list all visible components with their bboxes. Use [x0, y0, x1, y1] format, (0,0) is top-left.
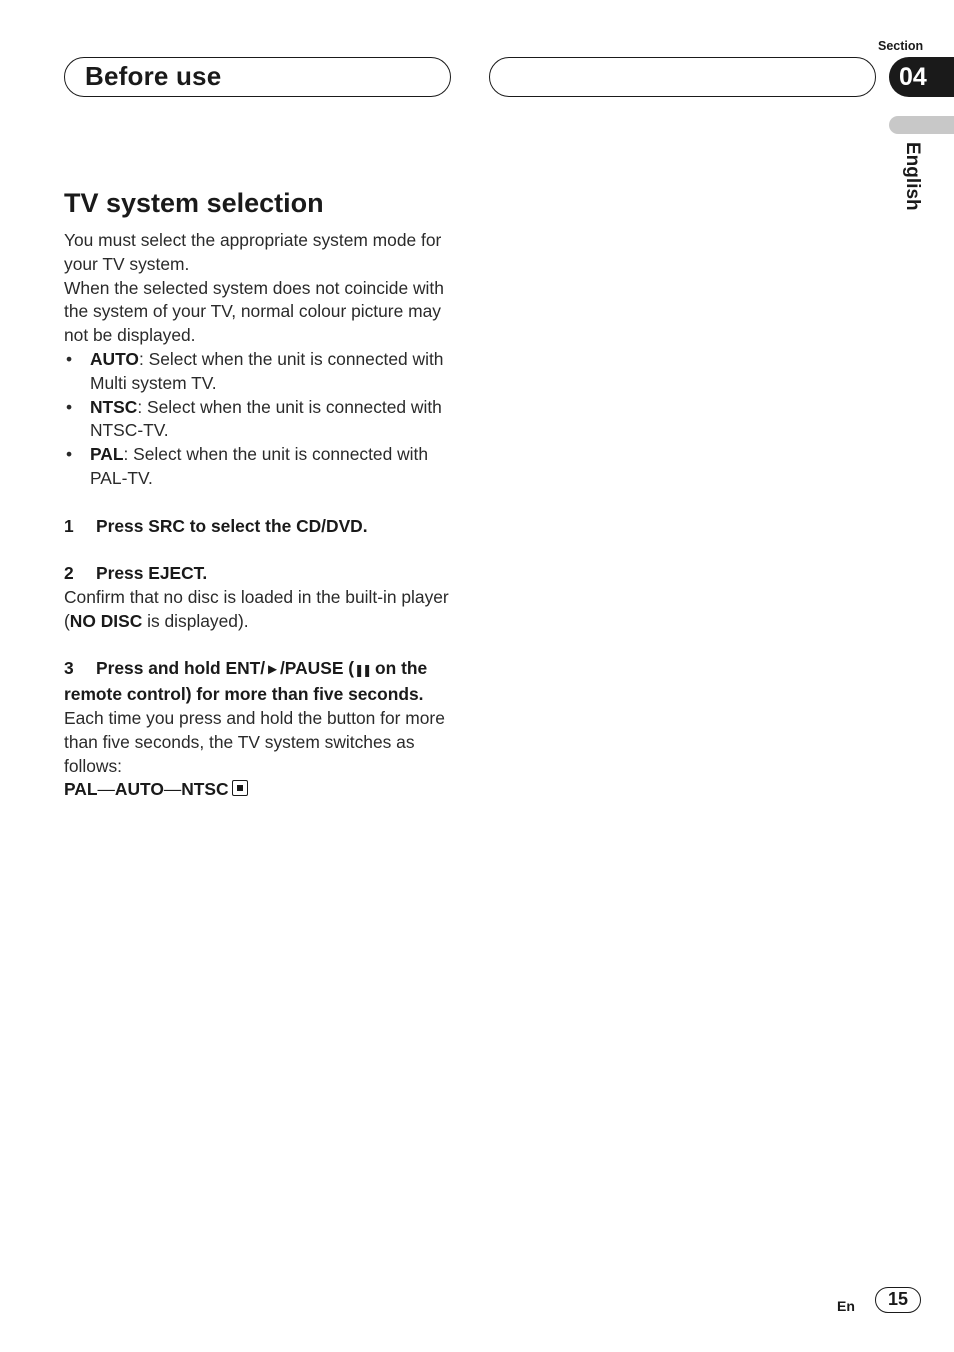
end-mark-icon: [232, 780, 248, 796]
section-label: Section: [878, 39, 924, 53]
header-empty-box: [489, 57, 876, 97]
header-title: Before use: [85, 61, 222, 91]
options-list: [64, 348, 449, 491]
language-bar: [889, 116, 954, 134]
list-item: [64, 443, 449, 491]
option-term: PAL: [90, 444, 124, 465]
play-icon: ►: [265, 661, 280, 679]
list-item: [64, 396, 449, 444]
option-desc: : Select when the unit is connected with PAL-TV.: [90, 444, 429, 488]
tv-system-sequence: PAL—AUTO—NTSC: [64, 778, 449, 802]
page-title: TV system selection: [64, 188, 324, 218]
step-1-title: 1 Press SRC to select the CD/DVD.: [64, 515, 368, 536]
page-number: 15: [875, 1287, 921, 1313]
article: [64, 184, 449, 802]
step-2-title: 2 Press EJECT.: [64, 563, 208, 584]
footer-language-code: En: [837, 1298, 855, 1314]
option-term: NTSC: [90, 396, 138, 417]
list-item: [64, 348, 449, 396]
section-number: 04: [899, 63, 927, 91]
pause-icon: ❚❚: [354, 663, 371, 678]
option-term: AUTO: [90, 348, 139, 369]
language-label: English: [902, 142, 923, 211]
step-2-body: Confirm that no disc is loaded in the built-in player (NO DISC is displayed).: [64, 586, 449, 631]
step-3-body: Each time you press and hold the button for more than five seconds, the TV system switches as follows:: [64, 707, 445, 776]
section-number-tab: [889, 57, 954, 97]
intro-paragraph-1: You must select the appropriate system mode for your TV system.: [64, 230, 442, 274]
intro-paragraph-2: When the selected system does not coincide with the system of your TV, normal colour picture may not be displayed.: [64, 277, 444, 346]
option-desc: : Select when the unit is connected with Multi system TV.: [90, 348, 444, 393]
step-3-title: 3 Press and hold ENT/►/PAUSE (❚❚ on the remote control) for more than five seconds.: [64, 658, 428, 705]
header-title-box: [64, 57, 451, 97]
option-desc: : Select when the unit is connected with NTSC-TV.: [90, 396, 442, 441]
